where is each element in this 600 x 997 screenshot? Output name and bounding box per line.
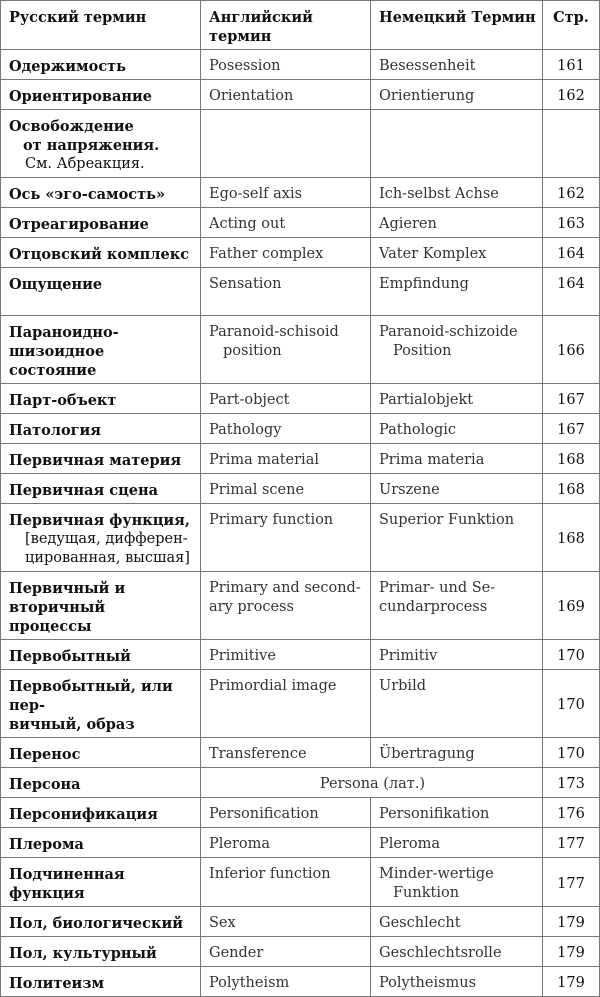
german-term: Pathologic bbox=[371, 414, 543, 444]
russian-term-note: цированная, высшая] bbox=[25, 550, 190, 566]
table-row bbox=[1, 640, 600, 670]
page-number: 170 bbox=[543, 670, 600, 738]
table-row bbox=[1, 937, 600, 967]
russian-term: Политеизм bbox=[1, 967, 201, 997]
page-number: 164 bbox=[543, 268, 600, 316]
table-row bbox=[1, 504, 600, 572]
english-term: Primitive bbox=[201, 640, 371, 670]
german-term: Prima materia bbox=[371, 444, 543, 474]
page-number: 163 bbox=[543, 208, 600, 238]
german-term: Besessenheit bbox=[371, 50, 543, 80]
english-term bbox=[201, 316, 371, 384]
english-term bbox=[201, 572, 371, 640]
header-english: Английский термин bbox=[201, 1, 371, 50]
russian-term-line: Освобождение bbox=[9, 118, 134, 135]
german-term: Geschlechtsrolle bbox=[371, 937, 543, 967]
english-term: Sex bbox=[201, 907, 371, 937]
german-term-line: Paranoid-schizoide bbox=[379, 324, 518, 340]
german-term: Urbild bbox=[371, 670, 543, 738]
table-row bbox=[1, 384, 600, 414]
page-number: 167 bbox=[543, 384, 600, 414]
russian-term-line: Первичный и вторичный bbox=[9, 580, 126, 616]
english-term-line: ary process bbox=[209, 599, 294, 615]
page-number: 167 bbox=[543, 414, 600, 444]
german-term-line: Position bbox=[393, 343, 452, 359]
table-row bbox=[1, 444, 600, 474]
header-russian: Русский термин bbox=[1, 1, 201, 50]
page-number: 177 bbox=[543, 828, 600, 858]
table-row bbox=[1, 414, 600, 444]
russian-term-line: Параноидно-шизоидное bbox=[9, 324, 119, 360]
german-term: Orientierung bbox=[371, 80, 543, 110]
russian-term: Перенос bbox=[1, 738, 201, 768]
table-row bbox=[1, 828, 600, 858]
shared-term: Persona (лат.) bbox=[201, 768, 543, 798]
page-number: 179 bbox=[543, 967, 600, 997]
russian-term bbox=[1, 316, 201, 384]
russian-term: Ориентирование bbox=[1, 80, 201, 110]
page-number: 169 bbox=[543, 572, 600, 640]
page-number: 168 bbox=[543, 504, 600, 572]
russian-term: Первичная сцена bbox=[1, 474, 201, 504]
german-term: Polytheismus bbox=[371, 967, 543, 997]
russian-term: Плерома bbox=[1, 828, 201, 858]
german-term: Vater Komplex bbox=[371, 238, 543, 268]
table-row bbox=[1, 768, 600, 798]
german-term bbox=[371, 316, 543, 384]
russian-term: Первичная материя bbox=[1, 444, 201, 474]
russian-term: Подчиненная функция bbox=[1, 858, 201, 907]
russian-term: Персона bbox=[1, 768, 201, 798]
table-row bbox=[1, 798, 600, 828]
table-row bbox=[1, 80, 600, 110]
german-term: Empfindung bbox=[371, 268, 543, 316]
header-german: Немецкий Термин bbox=[371, 1, 543, 50]
russian-term bbox=[1, 670, 201, 738]
english-term: Personification bbox=[201, 798, 371, 828]
german-term bbox=[371, 110, 543, 178]
russian-term: Ощущение bbox=[1, 268, 201, 316]
russian-term: Отцовский комплекс bbox=[1, 238, 201, 268]
table-row bbox=[1, 907, 600, 937]
english-term-line: position bbox=[223, 343, 282, 359]
russian-term-note: [ведущая, дифферен- bbox=[25, 531, 188, 547]
english-term: Transference bbox=[201, 738, 371, 768]
english-term: Prima material bbox=[201, 444, 371, 474]
cross-reference: См. Абреакция. bbox=[25, 156, 145, 172]
german-term: Urszene bbox=[371, 474, 543, 504]
russian-term: Парт-объект bbox=[1, 384, 201, 414]
english-term: Primary function bbox=[201, 504, 371, 572]
page-number: 162 bbox=[543, 178, 600, 208]
table-row bbox=[1, 110, 600, 178]
page-number: 168 bbox=[543, 474, 600, 504]
english-term: Part-object bbox=[201, 384, 371, 414]
russian-term: Первобытный bbox=[1, 640, 201, 670]
german-term bbox=[371, 858, 543, 907]
page-number bbox=[543, 110, 600, 178]
english-term: Ego-self axis bbox=[201, 178, 371, 208]
german-term bbox=[371, 572, 543, 640]
english-term: Pleroma bbox=[201, 828, 371, 858]
english-term: Father complex bbox=[201, 238, 371, 268]
page-number: 177 bbox=[543, 858, 600, 907]
russian-term: Персонификация bbox=[1, 798, 201, 828]
german-term-line: Primar- und Se- bbox=[379, 580, 496, 596]
german-term: Superior Funktion bbox=[371, 504, 543, 572]
russian-term bbox=[1, 504, 201, 572]
table-row bbox=[1, 316, 600, 384]
page-number: 161 bbox=[543, 50, 600, 80]
russian-term: Патология bbox=[1, 414, 201, 444]
english-term: Acting out bbox=[201, 208, 371, 238]
table-row bbox=[1, 178, 600, 208]
page-number: 179 bbox=[543, 937, 600, 967]
page-number: 166 bbox=[543, 316, 600, 384]
german-term: Geschlecht bbox=[371, 907, 543, 937]
german-term: Übertragung bbox=[371, 738, 543, 768]
english-term: Primal scene bbox=[201, 474, 371, 504]
page-number: 168 bbox=[543, 444, 600, 474]
english-term: Posession bbox=[201, 50, 371, 80]
russian-term-line: вичный, образ bbox=[9, 716, 135, 733]
header-row bbox=[1, 1, 600, 50]
header-page: Стр. bbox=[543, 1, 600, 50]
russian-term: Отреагирование bbox=[1, 208, 201, 238]
table-row bbox=[1, 670, 600, 738]
english-term: Polytheism bbox=[201, 967, 371, 997]
russian-term bbox=[1, 110, 201, 178]
page-number: 179 bbox=[543, 907, 600, 937]
russian-term-line: процессы bbox=[9, 618, 92, 635]
english-term: Inferior function bbox=[201, 858, 371, 907]
page-number: 170 bbox=[543, 738, 600, 768]
russian-term: Пол, биологический bbox=[1, 907, 201, 937]
russian-term: Одержимость bbox=[1, 50, 201, 80]
table-row bbox=[1, 858, 600, 907]
english-term: Orientation bbox=[201, 80, 371, 110]
russian-term-line: состояние bbox=[9, 362, 97, 379]
page-number: 176 bbox=[543, 798, 600, 828]
english-term: Sensation bbox=[201, 268, 371, 316]
russian-term bbox=[1, 572, 201, 640]
table-row bbox=[1, 238, 600, 268]
table-row bbox=[1, 50, 600, 80]
russian-term-line: Первобытный, или пер- bbox=[9, 678, 173, 714]
german-term: Pleroma bbox=[371, 828, 543, 858]
page-number: 164 bbox=[543, 238, 600, 268]
page-number: 162 bbox=[543, 80, 600, 110]
english-term bbox=[201, 110, 371, 178]
german-term: Agieren bbox=[371, 208, 543, 238]
german-term-line: cundarprocess bbox=[379, 599, 488, 615]
german-term-line: Funktion bbox=[393, 885, 460, 901]
english-term-line: Paranoid-schisoid bbox=[209, 324, 339, 340]
german-term: Primitiv bbox=[371, 640, 543, 670]
russian-term: Ось «эго-самость» bbox=[1, 178, 201, 208]
german-term: Partialobjekt bbox=[371, 384, 543, 414]
english-term: Pathology bbox=[201, 414, 371, 444]
german-term: Ich-selbst Achse bbox=[371, 178, 543, 208]
english-term: Gender bbox=[201, 937, 371, 967]
table-row bbox=[1, 572, 600, 640]
russian-term-line: Первичная функция, bbox=[9, 512, 190, 529]
english-term: Primordial image bbox=[201, 670, 371, 738]
page-number: 173 bbox=[543, 768, 600, 798]
table-row bbox=[1, 268, 600, 316]
table-row bbox=[1, 738, 600, 768]
german-term-line: Minder-wertige bbox=[379, 866, 494, 882]
page-number: 170 bbox=[543, 640, 600, 670]
table-row bbox=[1, 967, 600, 997]
table-row bbox=[1, 208, 600, 238]
russian-term-line: от напряжения. bbox=[23, 137, 160, 154]
russian-term: Пол, культурный bbox=[1, 937, 201, 967]
table-row bbox=[1, 474, 600, 504]
german-term: Personifikation bbox=[371, 798, 543, 828]
english-term-line: Primary and second- bbox=[209, 580, 361, 596]
